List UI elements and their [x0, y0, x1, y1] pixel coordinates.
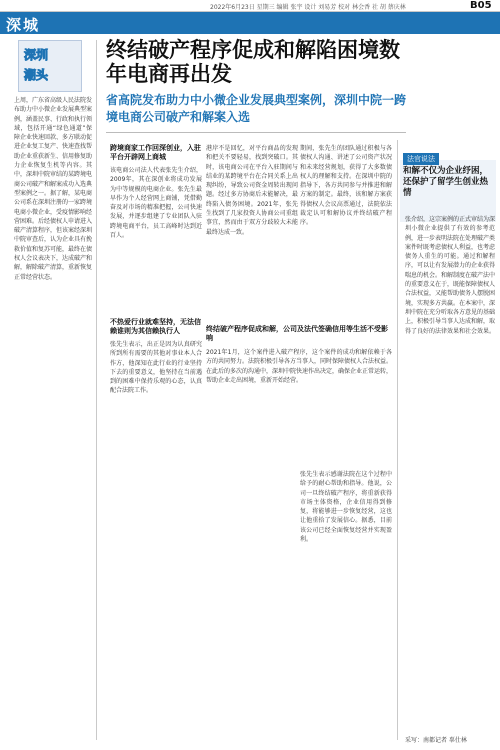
- col1b-subheading: 不热爱行业就难坚持，无法信赖谁则为其信赖执行人: [110, 318, 201, 335]
- article-subtitle: 省高院发布助力中小微企业发展典型案例，深圳中院一跨境电商公司破产和解案入选: [106, 93, 407, 124]
- logo-text-line1: 深圳: [24, 48, 49, 62]
- title-divider: [106, 132, 406, 133]
- section-band: [0, 12, 500, 34]
- mid-body: 2021年1月，这个案件进入破产程序，这个案件的成功和解依赖于各方的共同努力。法院积极引导各方当事人，同时保障债权人合法权益。在此后的多次的沟通中，深圳中院快速作出决定，确保企业正常运转，帮助企业走出困境，重新开始经营。: [206, 349, 393, 384]
- right-divider: [397, 140, 398, 740]
- sidebar-title: 和解不仅为企业纾困，还保护了留学生创业热情: [403, 166, 489, 198]
- col1-subheading: 跨境商家工作回深创业，入驻平台开辟网上商城: [110, 144, 201, 161]
- header-meta: 2022年6月23日 星期三 编辑 张宇 设计 刘易芳 校对 林会香 社 胡 蔡庆林: [210, 4, 406, 11]
- col1b-body: 张先生表示，出正是因为认真研究所到所有需要的其他对事业本人合作方，他深知在此行业的行业坚持下去的重要意义，他坚持在当前遇到的困难中保持乐观的心态，认真配合法院工作。: [110, 341, 202, 395]
- sidebar-byline: 采写：南都记者 辜仕林: [405, 737, 467, 744]
- section-title: 深城: [6, 16, 41, 34]
- left-intro-column: 上周，广东省高级人民法院发布助力中小微企业发展典型案例，涵盖民事、行政和执行领域，包括开通“绿色通道”保障企业快速回款、多方联动促进企业复工复产、快速查找帮助企业重获新生、信用修复助力企业恢复生机等内容。其中，深圳中院审结的某跨境电商公司破产和解案成功入选典型案例之一。据了解，某电商公司系在深圳注册的一家跨境电商小微企业，受疫情影响经营困难。后经债权人申请进入破产清算程序，但该案经深圳中院审查后，认为企业具有挽救价值和复苏可能，最终在债权人会议表决下，达成破产和解，解除破产清算，重新恢复正常经营状态。: [14, 97, 93, 281]
- col2-body: 港岸不是回忆，对平台商品的发现和把关不要轻易，找到突破口。其时，该电商公司在平台入驻期间与结业的某跨境平台在合同关系上出现纠纷，导致公司资金周转出现问题。经过多方协商后未能解决，最终陷入债务困境。2021年，张先生找到了几家投资人协商公司重组事宜，然而由于双方分歧较大未能最终达成一致。: [206, 145, 298, 236]
- logo-text-line2: 潮头: [24, 68, 49, 82]
- article-title: 终结破产程序促成和解陷困境数年电商再出发: [106, 38, 400, 86]
- lower-body: 张先生表示感谢法院在这个过程中给予的耐心帮助和指导。他说，公司一旦终结破产程序，将重新获得市场主体资格，企业信用得到修复，将能够进一步恢复经营，这也让他重拾了发展信心。据悉，目前该公司已经全面恢复经营并实现盈利。: [300, 471, 392, 544]
- sidebar-tag: 法官说法: [403, 153, 439, 165]
- sidebar-body: 张介绍，这宗案例的正式审结为深圳小微企业提供了有效的参考范例，进一步表明法院在处理破产类案件时既考虑债权人利益，也考虑债务人重生的可能。通过和解程序，可以让有发展潜力的企业获得喘息的机会。和解制度在破产法中的重要意义在于，既能保障债权人合法权益，又能帮助债务人摆脱困境，实现多方共赢。在本案中，深圳中院在充分听取各方意见的基础上，积极引导当事人达成和解，取得了良好的法律效果和社会效果。: [405, 216, 496, 335]
- col3-body: 期间，张先生的团队通过积极与各债权人沟通、讲述了公司资产状况和未来经营规划，获得了大多数债权人的理解和支持。在深圳中院的指导下，各方共同参与并推进和解方案的制定。最终，该和解方案获得债权人会议高票通过，法院依法裁定认可和解协议并终结破产程序。: [300, 145, 392, 227]
- page-number: B05: [470, 0, 492, 11]
- col1-body: 该电商公司法人代表张先生介绍，2009年，其在深创业将成功发展为中等规模的电商企业。张先生最早作为个人经营网上商铺，凭借勤奋及对市场的精准把握，公司快速发展，并逐步组建了专业团队入驻跨境电商平台，员工高峰时达到近百人。: [110, 167, 202, 240]
- mid-subheading: 终结破产程序促成和解，公司及法代签确信用等生活不受影响: [206, 325, 388, 342]
- left-divider: [96, 40, 97, 740]
